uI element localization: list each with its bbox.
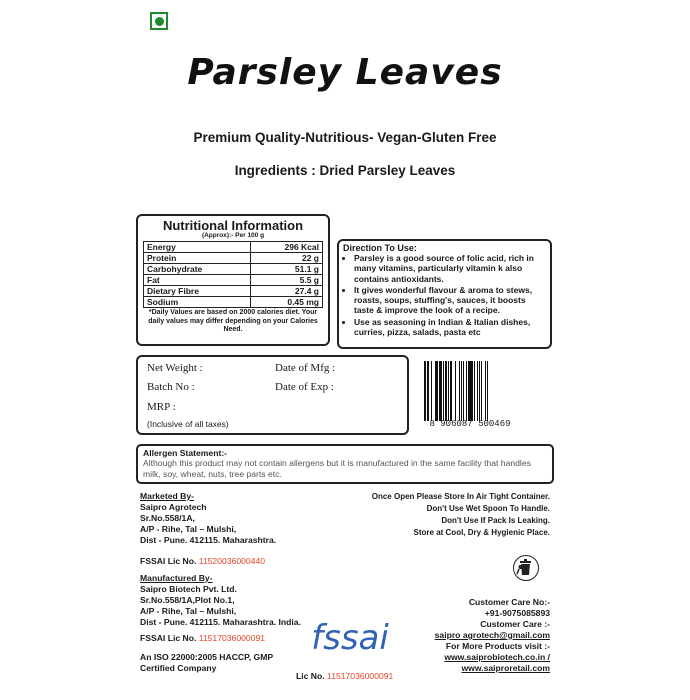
address-line: Saipro Agrotech bbox=[140, 502, 207, 512]
nutrition-table bbox=[143, 241, 323, 308]
iso-line: An ISO 22000:2005 HACCP, GMP bbox=[140, 652, 274, 662]
list-item: • Use as seasoning in Indian & Italian dishes, curries, pizza, salads, pasta etc bbox=[354, 317, 546, 338]
batch-no-label: Batch No : bbox=[147, 381, 195, 393]
address-line: Saipro Biotech Pvt. Ltd. bbox=[140, 584, 237, 594]
directions-heading: Direction To Use: bbox=[343, 243, 417, 253]
nutrient-name: Dietary Fibre bbox=[144, 286, 251, 297]
fssai-logo-text: fssai bbox=[311, 618, 389, 658]
nutrient-value: 51.1 g bbox=[251, 264, 323, 275]
table-row bbox=[144, 297, 323, 308]
lic-label: Lic No. bbox=[296, 671, 325, 681]
date-exp-label: Date of Exp : bbox=[275, 381, 334, 393]
veg-symbol-icon bbox=[150, 12, 168, 30]
more-products-label: For More Products visit :- bbox=[445, 641, 550, 651]
address-line: Dist - Pune. 412115. Maharashtra. India. bbox=[140, 617, 301, 627]
batch-details-box bbox=[136, 355, 409, 435]
fssai-label: FSSAI Lic No. bbox=[140, 556, 197, 566]
table-row bbox=[144, 242, 323, 253]
storage-line: Don't Use If Pack Is Leaking. bbox=[441, 516, 550, 525]
allergen-heading: Allergen Statement:- bbox=[143, 448, 228, 458]
taxes-note: (Inclusive of all taxes) bbox=[147, 419, 229, 429]
storage-line: Once Open Please Store In Air Tight Container. bbox=[371, 492, 550, 501]
nutrition-heading: Nutritional Information bbox=[162, 218, 304, 233]
barcode-bars bbox=[424, 361, 516, 421]
allergen-text: Although this product may not contain allergens but it is manufactured in the same facility that handles milk, soy, wheat, nuts, tree parts etc. bbox=[143, 458, 531, 479]
nutrient-value: 296 Kcal bbox=[251, 242, 323, 253]
marketed-fssai bbox=[140, 556, 265, 566]
dustbin-icon bbox=[513, 555, 539, 581]
table-row bbox=[144, 264, 323, 275]
nutrient-name: Fat bbox=[144, 275, 251, 286]
care-phone: +91-9075085893 bbox=[484, 608, 550, 618]
care-email: saipro agrotech@gmail.com bbox=[434, 630, 550, 640]
address-line: A/P - Rihe, Tal – Mulshi, bbox=[140, 606, 237, 616]
nutrient-value: 27.4 g bbox=[251, 286, 323, 297]
iso-line: Certified Company bbox=[140, 663, 217, 673]
net-weight-label: Net Weight : bbox=[147, 362, 203, 374]
address-line: Sr.No.558/1A,Plot No.1, bbox=[140, 595, 235, 605]
nutrition-approx: (Approx):- Per 100 g bbox=[201, 232, 265, 239]
nutrient-name: Sodium bbox=[144, 297, 251, 308]
address-line: A/P - Rihe, Tal – Mulshi, bbox=[140, 524, 237, 534]
marketed-heading: Marketed By- bbox=[140, 491, 194, 501]
care-label: Customer Care :- bbox=[480, 619, 550, 629]
list-item: • Parsley is a good source of folic acid, rich in many vitamins, particularly vitamin k also contains antioxidants. bbox=[354, 253, 546, 284]
nutrient-name: Energy bbox=[144, 242, 251, 253]
barcode bbox=[424, 361, 516, 431]
customer-care bbox=[400, 597, 550, 674]
nutrient-value: 0.45 mg bbox=[251, 297, 323, 308]
fssai-label: FSSAI Lic No. bbox=[140, 633, 197, 643]
address-line: Sr.No.558/1A, bbox=[140, 513, 195, 523]
table-row bbox=[144, 275, 323, 286]
manufactured-by bbox=[140, 573, 301, 628]
product-title: Parsley Leaves bbox=[187, 52, 503, 93]
table-row bbox=[144, 286, 323, 297]
directions-list bbox=[343, 253, 546, 337]
list-item: • It gives wonderful flavour & aroma to stews, roasts, soups, stuffing's, sauces, it boosts taste & improve the look of a recipe. bbox=[354, 285, 546, 316]
website-link: www.saiproretail.com bbox=[461, 663, 550, 673]
product-tagline: Premium Quality-Nutritious- Vegan-Gluten Free bbox=[193, 130, 497, 145]
fssai-number: 11517036000091 bbox=[198, 633, 266, 643]
care-label: Customer Care No:- bbox=[468, 597, 550, 607]
lic-number: 11517036000091 bbox=[327, 671, 394, 681]
allergen-box bbox=[136, 444, 554, 484]
marketed-by bbox=[140, 491, 276, 546]
nutrient-value: 22 g bbox=[251, 253, 323, 264]
fssai-logo bbox=[310, 618, 390, 678]
nutrient-value: 5.5 g bbox=[251, 275, 323, 286]
iso-certification bbox=[140, 652, 273, 674]
ingredients-line: Ingredients : Dried Parsley Leaves bbox=[234, 163, 456, 178]
nutrition-panel bbox=[136, 214, 330, 346]
storage-line: Don't Use Wet Spoon To Handle. bbox=[426, 504, 550, 513]
date-mfg-label: Date of Mfg : bbox=[275, 362, 336, 374]
storage-line: Store at Cool, Dry & Hygienic Place. bbox=[413, 528, 550, 537]
manufactured-heading: Manufactured By- bbox=[140, 573, 213, 583]
barcode-number: 8 906087 500469 bbox=[429, 419, 511, 429]
storage-instructions bbox=[360, 491, 550, 539]
fssai-number: 11520036000440 bbox=[198, 556, 266, 566]
nutrient-name: Carbohydrate bbox=[144, 264, 251, 275]
mrp-label: MRP : bbox=[147, 401, 176, 413]
website-link: www.saiprobiotech.co.in / bbox=[444, 652, 550, 662]
fssai-logo-license bbox=[296, 671, 393, 681]
table-row bbox=[144, 253, 323, 264]
nutrient-name: Protein bbox=[144, 253, 251, 264]
manufactured-fssai bbox=[140, 633, 265, 643]
directions-panel bbox=[337, 239, 552, 349]
address-line: Dist - Pune. 412115. Maharashtra. bbox=[140, 535, 277, 545]
nutrition-footnote: *Daily Values are based on 2000 calories diet. Your daily values may differ depending on your Calories Need. bbox=[148, 309, 318, 333]
